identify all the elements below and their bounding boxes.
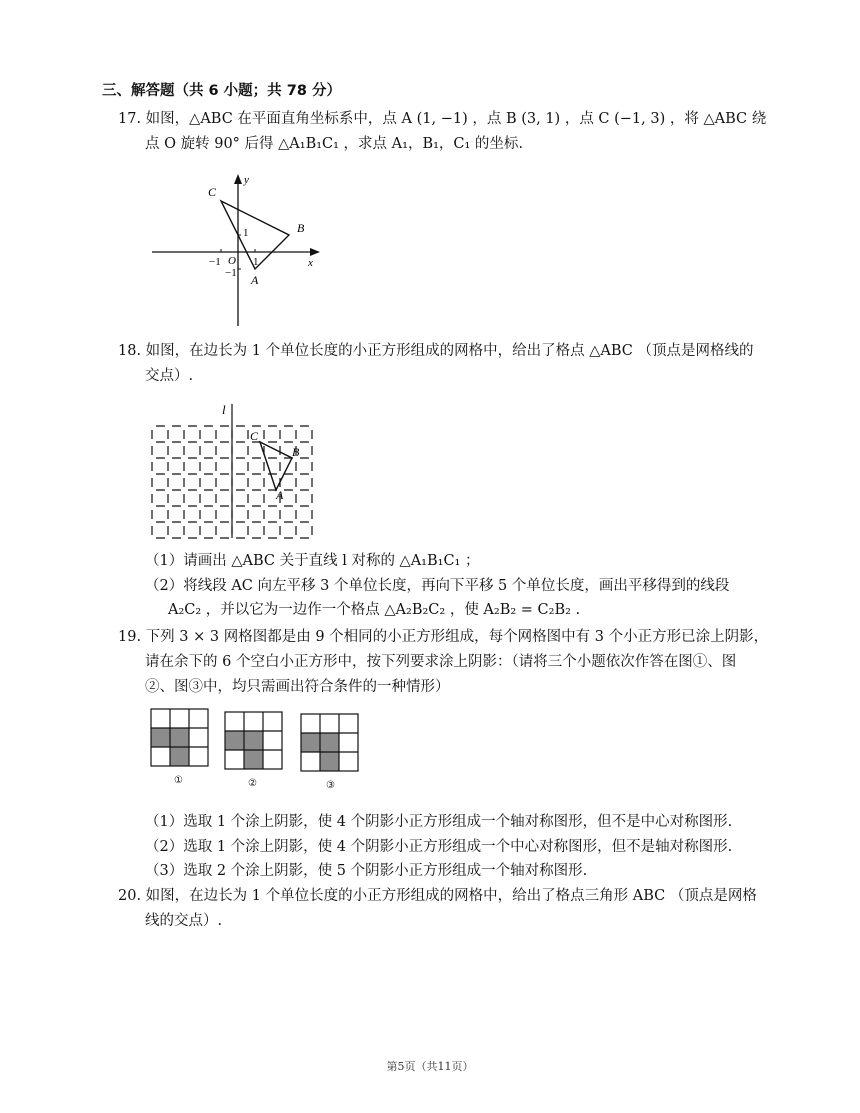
label-c: C bbox=[208, 185, 217, 199]
label-b-grid: B bbox=[292, 445, 300, 459]
q18-sub1: （1）请画出 △ABC 关于直线 l 对称的 △A₁B₁C₁ ； bbox=[145, 553, 480, 569]
shaded-cell bbox=[301, 733, 320, 752]
q17-line2: 点 O 旋转 90° 后得 △A₁B₁C₁ ，求点 A₁，B₁，C₁ 的坐标. bbox=[145, 136, 524, 152]
q18-sub2a: （2）将线段 AC 向左平移 3 个单位长度，再向下平移 5 个单位长度，画出平移得到的线段 bbox=[145, 578, 730, 594]
page-footer: 第5页（共11页） bbox=[386, 1060, 474, 1073]
label-y-1: 1 bbox=[243, 227, 249, 239]
q17-coordinate-figure bbox=[148, 168, 323, 328]
q19-grid-1 bbox=[150, 708, 210, 768]
shaded-cell bbox=[225, 731, 244, 750]
shaded-cell bbox=[320, 733, 339, 752]
section-title: 三、解答题（共 6 小题；共 78 分） bbox=[102, 83, 341, 99]
y-axis-arrow-icon bbox=[234, 174, 242, 184]
q20-line1: 20. 如图，在边长为 1 个单位长度的小正方形组成的网格中，给出了格点三角形 ABC （顶点是网格 bbox=[118, 888, 757, 904]
q19-line3: ②、图③中，均只需画出符合条件的一种情形） bbox=[145, 679, 450, 695]
label-b: B bbox=[297, 221, 305, 235]
q19-line2: 请在余下的 6 个空白小正方形中，按下列要求涂上阴影：（请将三个小题依次作答在图①、图 bbox=[145, 654, 737, 670]
label-y-neg1: −1 bbox=[225, 267, 237, 279]
label-c-grid: C bbox=[250, 429, 259, 443]
q17-line1: 17. 如图，△ABC 在平面直角坐标系中，点 A (1, −1) ，点 B (3, 1) ，点 C (−1, 3) ，将 △ABC 绕 bbox=[118, 111, 767, 127]
shaded-cell bbox=[170, 728, 189, 747]
q18-sub2b: A₂C₂ ，并以它为一边作一个格点 △A₂B₂C₂ ，使 A₂B₂ = C₂B₂ . bbox=[168, 602, 581, 618]
q19-sub1: （1）选取 1 个涂上阴影，使 4 个阴影小正方形组成一个轴对称图形，但不是中心对称图形. bbox=[145, 814, 733, 830]
q19-sub3: （3）选取 2 个涂上阴影，使 5 个阴影小正方形组成一个轴对称图形. bbox=[145, 863, 588, 879]
q19-grid-2 bbox=[224, 711, 284, 771]
label-a: A bbox=[251, 273, 259, 287]
grid-caption-3: ③ bbox=[326, 780, 335, 791]
label-l: l bbox=[222, 402, 226, 417]
label-a-grid: A bbox=[276, 488, 284, 502]
label-x: x bbox=[308, 257, 313, 269]
label-origin: O bbox=[228, 255, 236, 267]
shaded-cell bbox=[170, 747, 189, 766]
shaded-cell bbox=[244, 750, 263, 769]
q19-sub2: （2）选取 1 个涂上阴影，使 4 个阴影小正方形组成一个中心对称图形，但不是轴对称图形. bbox=[145, 839, 733, 855]
shaded-cell bbox=[151, 728, 170, 747]
shaded-cell bbox=[320, 752, 339, 771]
grid-caption-1: ① bbox=[174, 775, 183, 786]
q19-grid-3 bbox=[300, 713, 360, 773]
q20-line2: 线的交点）. bbox=[145, 913, 223, 929]
x-axis-arrow-icon bbox=[310, 248, 320, 256]
q18-line2: 交点）. bbox=[145, 368, 194, 384]
triangle-abc-grid bbox=[260, 442, 292, 490]
shaded-cell bbox=[244, 731, 263, 750]
q18-line1: 18. 如图，在边长为 1 个单位长度的小正方形组成的网格中，给出了格点 △ABC （顶点是网格线的 bbox=[118, 343, 754, 359]
grid-caption-2: ② bbox=[248, 778, 257, 789]
q19-line1: 19. 下列 3 × 3 网格图都是由 9 个相同的小正方形组成，每个网格图中有 3 个小正方形已涂上阴影， bbox=[118, 629, 769, 645]
q18-grid-figure bbox=[146, 400, 316, 542]
label-y: y bbox=[244, 174, 249, 186]
label-x-1: 1 bbox=[253, 256, 259, 268]
label-x-neg1: −1 bbox=[209, 256, 221, 268]
